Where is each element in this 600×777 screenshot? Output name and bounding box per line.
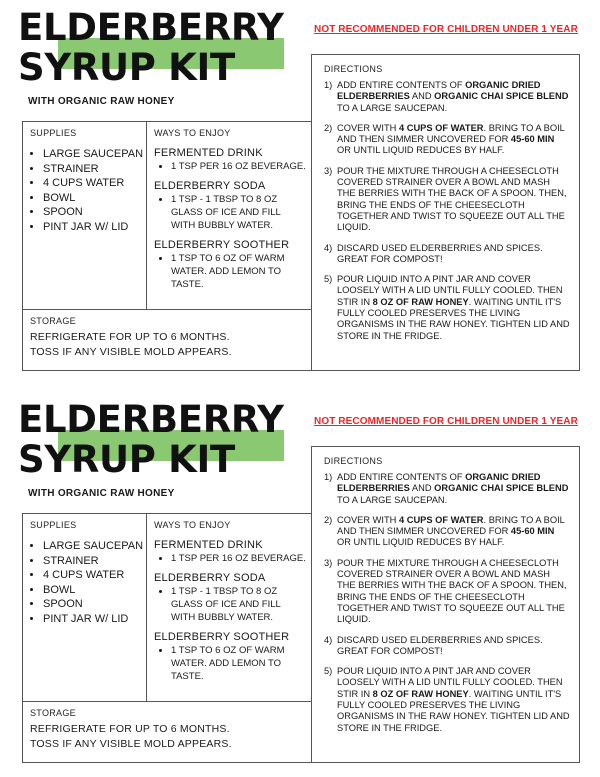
way-detail: • 1 TSP TO 6 OZ OF WARM WATER. ADD LEMON TO TASTE.	[171, 644, 306, 683]
step-text: COVER WITH	[337, 514, 399, 525]
step-text: . BRING TO A BOIL AND THEN SIMMER UNCOVERED FOR	[337, 122, 565, 145]
title-line-2: SYRUP KIT	[18, 438, 235, 481]
direction-step	[324, 515, 570, 549]
ways-list	[154, 538, 306, 689]
way-detail: • 1 TSP - 1 TBSP TO 8 OZ GLASS OF ICE AND FILL WITH BUBBLY WATER.	[171, 193, 306, 232]
step-text: ADD ENTIRE CONTENTS OF	[337, 472, 466, 482]
ways-to-enjoy-box	[146, 513, 312, 702]
step-text: . WAITING UNTIL IT'S FULLY COOLED PRESERVES THE LIVING ORGANISMS IN THE RAW HONEY. TIGHTEN LID AND STORE IN THE FRIDGE.	[337, 296, 570, 341]
step-emphasis: ORGANIC CHAI SPICE BLEND	[434, 91, 569, 102]
step-emphasis: 8 OZ OF RAW HONEY	[372, 296, 469, 307]
storage-box	[22, 701, 312, 763]
label-card-top	[0, 0, 600, 380]
step-text: . WAITING UNTIL IT'S FULLY COOLED PRESERVES THE LIVING ORGANISMS IN THE RAW HONEY. TIGHTEN LID AND STORE IN THE FRIDGE.	[337, 688, 570, 733]
supply-item: • 4 CUPS WATER	[43, 568, 143, 583]
storage-line: REFRIGERATE FOR UP TO 6 MONTHS.	[30, 723, 230, 735]
supplies-list	[27, 147, 143, 234]
supply-item: • STRAINER	[43, 162, 143, 177]
way-title: FERMENTED DRINK	[154, 539, 263, 551]
way-title: ELDERBERRY SOOTHER	[154, 239, 290, 251]
supply-item: • LARGE SAUCEPAN	[43, 147, 143, 162]
title-line-2: SYRUP KIT	[18, 46, 235, 89]
storage-line: TOSS IF ANY VISIBLE MOLD APPEARS.	[30, 346, 232, 358]
step-number: 3)	[324, 557, 333, 568]
step-text: OR UNTIL LIQUID REDUCES BY HALF.	[337, 537, 505, 548]
supplies-header: SUPPLIES	[30, 520, 77, 530]
direction-step	[324, 558, 570, 626]
direction-step	[324, 80, 570, 114]
step-emphasis: ORGANIC DRIED ELDERBERRIES	[337, 80, 541, 102]
ways-list	[154, 146, 306, 297]
step-text: DISCARD USED ELDERBERRIES AND SPICES. GREAT FOR COMPOST!	[337, 634, 543, 656]
supply-item: • SPOON	[43, 597, 143, 612]
step-number: 2)	[324, 514, 333, 525]
step-text: TO A LARGE SAUCEPAN.	[337, 494, 448, 505]
step-text: ADD ENTIRE CONTENTS OF	[337, 80, 466, 90]
kit-subtitle: WITH ORGANIC RAW HONEY	[28, 96, 175, 107]
step-number: 1)	[324, 472, 333, 482]
step-text: OR UNTIL LIQUID REDUCES BY HALF.	[337, 145, 505, 156]
supply-item: • BOWL	[43, 191, 143, 206]
step-number: 5)	[324, 274, 333, 285]
direction-step	[324, 666, 570, 734]
way-title: FERMENTED DRINK	[154, 147, 263, 159]
step-emphasis: 45-60 MIN	[510, 134, 555, 145]
supplies-list	[27, 539, 143, 626]
step-text: DISCARD USED ELDERBERRIES AND SPICES. GREAT FOR COMPOST!	[337, 242, 543, 264]
way-detail: • 1 TSP PER 16 OZ BEVERAGE.	[171, 160, 306, 173]
storage-header: STORAGE	[30, 708, 76, 718]
supply-item: • BOWL	[43, 583, 143, 598]
step-emphasis: ORGANIC CHAI SPICE BLEND	[434, 483, 569, 494]
way-title: ELDERBERRY SODA	[154, 180, 266, 192]
step-text: AND	[409, 483, 435, 494]
storage-header: STORAGE	[30, 316, 76, 326]
step-number: 3)	[324, 165, 333, 176]
step-number: 4)	[324, 242, 333, 253]
kit-title	[18, 8, 284, 88]
supply-item: • PINT JAR W/ LID	[43, 612, 143, 627]
step-text: TO A LARGE SAUCEPAN.	[337, 102, 448, 113]
step-text: . BRING TO A BOIL AND THEN SIMMER UNCOVERED FOR	[337, 514, 565, 537]
step-text: COVER WITH	[337, 122, 399, 133]
step-text: POUR THE MIXTURE THROUGH A CHEESECLOTH COVERED STRAINER OVER A BOWL AND MASH THE BERRIES WITH THE BACK OF A SPOON. THEN, BRING THE ENDS OF THE CHEESECLOTH TOGETHER AND TWIST TO SQUEEZE OUT ALL THE LIQUID.	[337, 165, 567, 233]
supplies-header: SUPPLIES	[30, 128, 77, 138]
age-warning: NOT RECOMMENDED FOR CHILDREN UNDER 1 YEAR	[314, 416, 578, 427]
step-number: 5)	[324, 666, 333, 677]
storage-box	[22, 309, 312, 371]
step-text: POUR LIQUID INTO A PINT JAR AND COVER LOOSELY WITH A LID UNTIL FULLY COOLED. THEN STIR IN	[337, 274, 563, 307]
direction-step	[324, 243, 570, 266]
step-number: 2)	[324, 122, 333, 133]
ways-header: WAYS TO ENJOY	[154, 520, 231, 530]
supplies-box	[22, 513, 147, 702]
way-title: ELDERBERRY SOOTHER	[154, 631, 290, 643]
step-emphasis: ORGANIC DRIED ELDERBERRIES	[337, 472, 541, 494]
supply-item: • PINT JAR W/ LID	[43, 220, 143, 235]
directions-box	[311, 446, 580, 763]
step-emphasis: 4 CUPS OF WATER	[398, 122, 484, 133]
supply-item: • 4 CUPS WATER	[43, 176, 143, 191]
step-emphasis: 8 OZ OF RAW HONEY	[372, 688, 469, 699]
way-detail: • 1 TSP PER 16 OZ BEVERAGE.	[171, 552, 306, 565]
direction-step	[324, 635, 570, 658]
title-line-1: ELDERBERRY	[18, 398, 284, 441]
supply-item: • SPOON	[43, 205, 143, 220]
directions-header: DIRECTIONS	[324, 456, 383, 466]
age-warning: NOT RECOMMENDED FOR CHILDREN UNDER 1 YEAR	[314, 24, 578, 35]
way-detail: • 1 TSP TO 6 OZ OF WARM WATER. ADD LEMON TO TASTE.	[171, 252, 306, 291]
way-detail: • 1 TSP - 1 TBSP TO 8 OZ GLASS OF ICE AND FILL WITH BUBBLY WATER.	[171, 585, 306, 624]
direction-step	[324, 166, 570, 234]
directions-header: DIRECTIONS	[324, 64, 383, 74]
kit-title	[18, 400, 284, 480]
directions-box	[311, 54, 580, 371]
way-title: ELDERBERRY SODA	[154, 572, 266, 584]
direction-step	[324, 123, 570, 157]
directions-list	[324, 472, 570, 743]
ways-header: WAYS TO ENJOY	[154, 128, 231, 138]
step-number: 1)	[324, 80, 333, 90]
step-text: POUR LIQUID INTO A PINT JAR AND COVER LOOSELY WITH A LID UNTIL FULLY COOLED. THEN STIR IN	[337, 666, 563, 699]
label-card-bottom	[0, 392, 600, 772]
storage-line: TOSS IF ANY VISIBLE MOLD APPEARS.	[30, 738, 232, 750]
step-text: POUR THE MIXTURE THROUGH A CHEESECLOTH COVERED STRAINER OVER A BOWL AND MASH THE BERRIES WITH THE BACK OF A SPOON. THEN, BRING THE ENDS OF THE CHEESECLOTH TOGETHER AND TWIST TO SQUEEZE OUT ALL THE LIQUID.	[337, 557, 567, 625]
step-text: AND	[409, 91, 435, 102]
storage-text	[30, 330, 232, 360]
storage-text	[30, 722, 232, 752]
step-emphasis: 4 CUPS OF WATER	[398, 514, 484, 525]
title-line-1: ELDERBERRY	[18, 6, 284, 49]
supply-item: • LARGE SAUCEPAN	[43, 539, 143, 554]
ways-to-enjoy-box	[146, 121, 312, 310]
directions-list	[324, 80, 570, 351]
supply-item: • STRAINER	[43, 554, 143, 569]
supplies-box	[22, 121, 147, 310]
storage-line: REFRIGERATE FOR UP TO 6 MONTHS.	[30, 331, 230, 343]
step-number: 4)	[324, 634, 333, 645]
direction-step	[324, 274, 570, 342]
step-emphasis: 45-60 MIN	[510, 526, 555, 537]
kit-subtitle: WITH ORGANIC RAW HONEY	[28, 488, 175, 499]
direction-step	[324, 472, 570, 506]
